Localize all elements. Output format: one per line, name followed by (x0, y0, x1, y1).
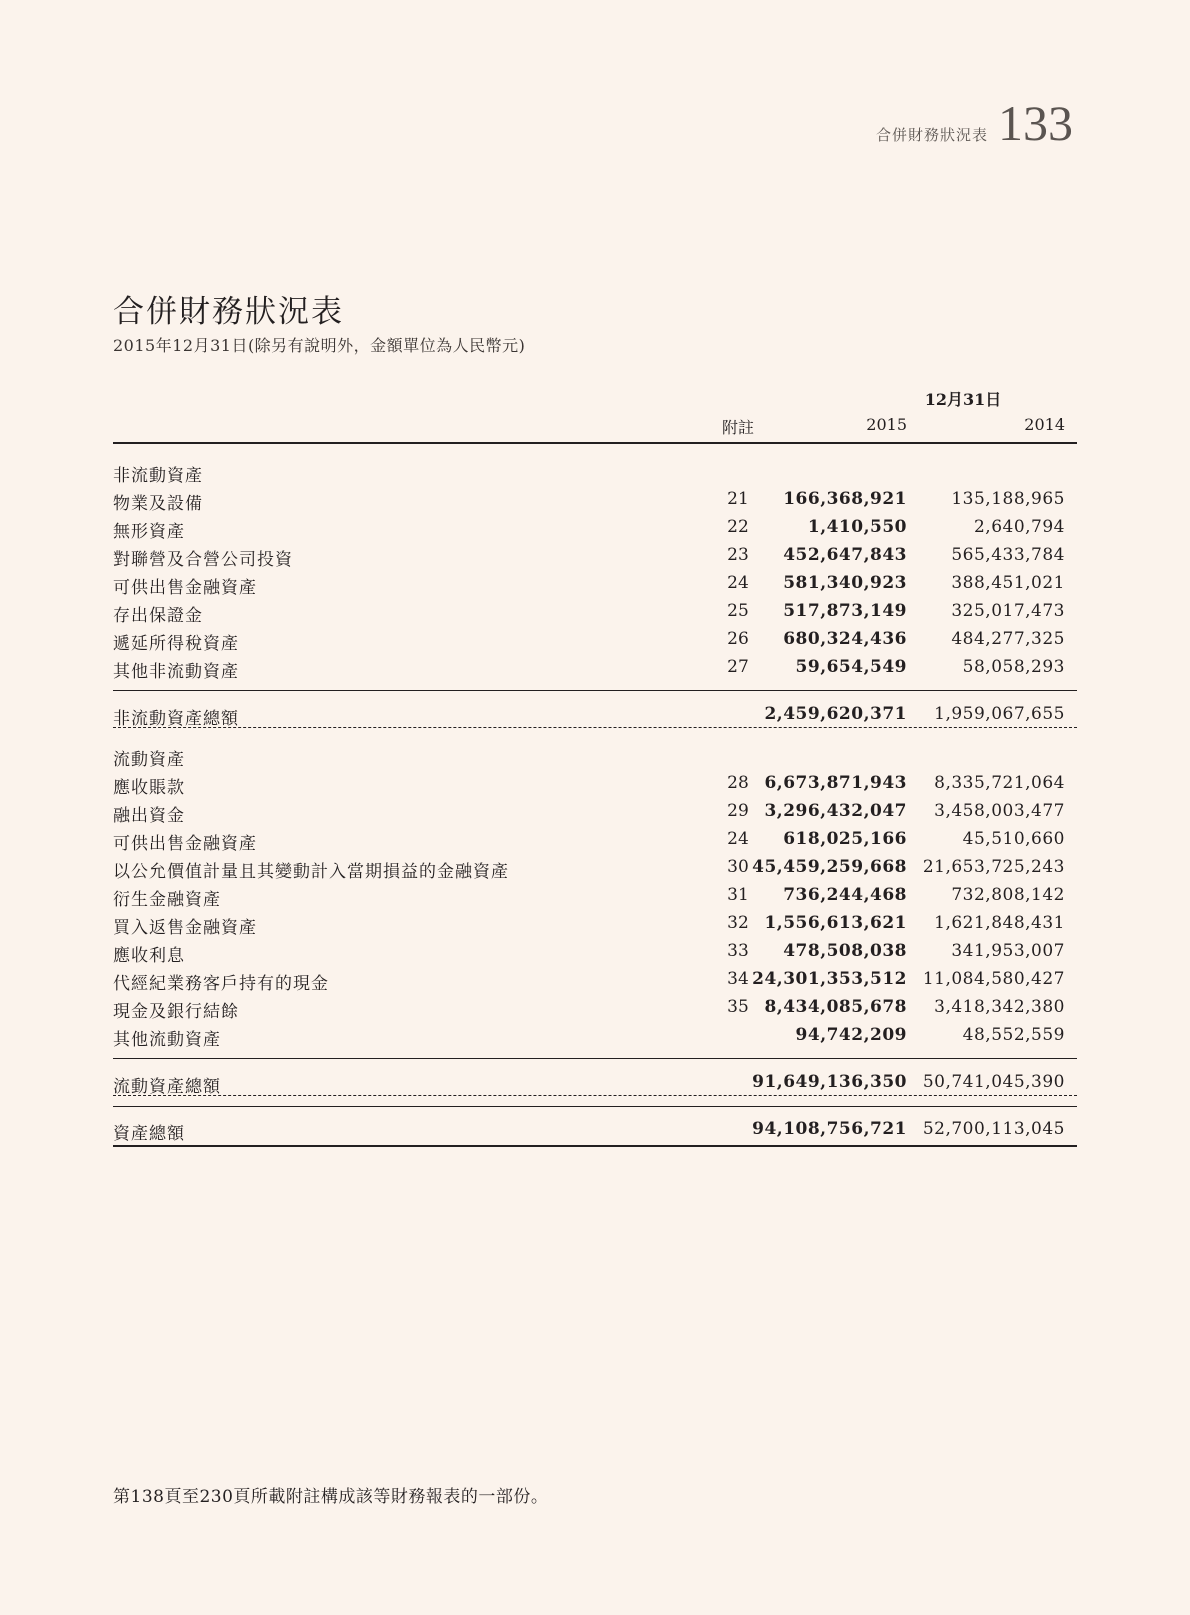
value-2014: 1,959,067,655 (934, 704, 1065, 724)
table-row (113, 654, 1077, 682)
value-2014: 341,953,007 (951, 941, 1065, 961)
page-title: 合併財務狀況表 (113, 294, 344, 330)
value-2015: 1,410,550 (807, 517, 907, 537)
row-label: 非流動資產總額 (113, 709, 239, 729)
table-header (113, 380, 1077, 444)
note-ref: 31 (727, 885, 749, 905)
grand-total-row (113, 1106, 1077, 1147)
section-heading-label: 流動資產 (113, 750, 185, 770)
value-2015: 3,296,432,047 (764, 801, 907, 821)
note-ref: 34 (727, 969, 749, 989)
note-ref: 21 (727, 489, 749, 509)
value-2014: 3,458,003,477 (934, 801, 1065, 821)
value-2015: 736,244,468 (783, 885, 907, 905)
row-label: 無形資產 (113, 522, 185, 542)
date-column-header: 12月31日 (924, 390, 1002, 409)
year-2014-header: 2014 (1024, 415, 1065, 434)
value-2014: 8,335,721,064 (934, 773, 1065, 793)
value-2015: 8,434,085,678 (764, 997, 907, 1017)
note-ref: 35 (727, 997, 749, 1017)
value-2014: 58,058,293 (962, 657, 1065, 677)
value-2014: 52,700,113,045 (922, 1119, 1065, 1139)
value-2014: 21,653,725,243 (922, 857, 1065, 877)
running-title: 合併財務狀況表 (875, 126, 988, 144)
note-ref: 25 (727, 601, 749, 621)
value-2015: 6,673,871,943 (764, 773, 907, 793)
table-row (113, 770, 1077, 798)
note-ref: 33 (727, 941, 749, 961)
value-2015: 24,301,353,512 (752, 969, 907, 989)
table-row (113, 542, 1077, 570)
table-row (113, 938, 1077, 966)
value-2014: 1,621,848,431 (934, 913, 1065, 933)
note-column-header: 附註 (721, 418, 754, 437)
value-2014: 135,188,965 (951, 489, 1065, 509)
value-2015: 94,742,209 (795, 1025, 907, 1045)
note-ref: 27 (727, 657, 749, 677)
value-2014: 325,017,473 (951, 601, 1065, 621)
value-2015: 618,025,166 (783, 829, 907, 849)
table-row (113, 514, 1077, 542)
row-label: 物業及設備 (113, 494, 203, 514)
note-ref: 24 (727, 573, 749, 593)
row-label: 存出保證金 (113, 606, 203, 626)
year-2015-header: 2015 (866, 415, 907, 434)
table-row (113, 1022, 1077, 1050)
row-label: 以公允價值計量且其變動計入當期損益的金融資產 (113, 862, 509, 882)
table-row (113, 570, 1077, 598)
note-ref: 22 (727, 517, 749, 537)
value-2015: 517,873,149 (783, 601, 907, 621)
page-subtitle: 2015年12月31日(除另有說明外，金額單位為人民幣元) (113, 336, 526, 355)
table-row (113, 826, 1077, 854)
row-label: 現金及銀行結餘 (113, 1002, 239, 1022)
table-row (113, 486, 1077, 514)
footer-note: 第138頁至230頁所載附註構成該等財務報表的一部份。 (113, 1487, 549, 1507)
value-2015: 680,324,436 (783, 629, 907, 649)
section-heading-current (113, 742, 1077, 770)
value-2015: 2,459,620,371 (764, 704, 907, 724)
row-label: 代經紀業務客戶持有的現金 (113, 974, 329, 994)
row-label: 應收賬款 (113, 778, 185, 798)
value-2014: 732,808,142 (951, 885, 1065, 905)
value-2015: 94,108,756,721 (752, 1119, 907, 1139)
section-heading-non-current (113, 458, 1077, 486)
value-2015: 91,649,136,350 (752, 1072, 907, 1092)
value-2014: 50,741,045,390 (922, 1072, 1065, 1092)
value-2014: 48,552,559 (962, 1025, 1065, 1045)
balance-sheet-table (113, 380, 1077, 1147)
running-header (875, 95, 1073, 151)
row-label: 資產總額 (113, 1124, 185, 1144)
row-label: 買入返售金融資產 (113, 918, 257, 938)
row-label: 對聯營及合營公司投資 (113, 550, 293, 570)
table-row (113, 994, 1077, 1022)
table-row (113, 854, 1077, 882)
row-label: 衍生金融資產 (113, 890, 221, 910)
value-2015: 59,654,549 (795, 657, 907, 677)
row-label: 可供出售金融資產 (113, 578, 257, 598)
note-ref: 28 (727, 773, 749, 793)
value-2014: 11,084,580,427 (922, 969, 1065, 989)
value-2014: 484,277,325 (951, 629, 1065, 649)
row-label: 流動資產總額 (113, 1077, 221, 1097)
non-current-rows (113, 486, 1077, 682)
note-ref: 23 (727, 545, 749, 565)
table-row (113, 910, 1077, 938)
value-2015: 478,508,038 (783, 941, 907, 961)
value-2014: 45,510,660 (962, 829, 1065, 849)
row-label: 融出資金 (113, 806, 185, 826)
row-label: 可供出售金融資產 (113, 834, 257, 854)
value-2014: 388,451,021 (951, 573, 1065, 593)
value-2015: 45,459,259,668 (752, 857, 907, 877)
note-ref: 24 (727, 829, 749, 849)
subtotal-row-current (113, 1058, 1077, 1096)
table-row (113, 798, 1077, 826)
value-2015: 1,556,613,621 (764, 913, 907, 933)
value-2015: 581,340,923 (783, 573, 907, 593)
section-heading-label: 非流動資產 (113, 466, 203, 486)
value-2015: 452,647,843 (783, 545, 907, 565)
row-label: 其他流動資產 (113, 1030, 221, 1050)
note-ref: 29 (727, 801, 749, 821)
row-label: 應收利息 (113, 946, 185, 966)
current-rows (113, 770, 1077, 1050)
note-ref: 32 (727, 913, 749, 933)
value-2015: 166,368,921 (783, 489, 907, 509)
table-row (113, 626, 1077, 654)
table-row (113, 598, 1077, 626)
page-number: 133 (998, 95, 1073, 151)
subtotal-row-non-current (113, 690, 1077, 728)
value-2014: 565,433,784 (951, 545, 1065, 565)
row-label: 其他非流動資產 (113, 662, 239, 682)
value-2014: 3,418,342,380 (934, 997, 1065, 1017)
row-label: 遞延所得稅資產 (113, 634, 239, 654)
value-2014: 2,640,794 (973, 517, 1065, 537)
table-row (113, 882, 1077, 910)
table-row (113, 966, 1077, 994)
note-ref: 30 (727, 857, 749, 877)
note-ref: 26 (727, 629, 749, 649)
